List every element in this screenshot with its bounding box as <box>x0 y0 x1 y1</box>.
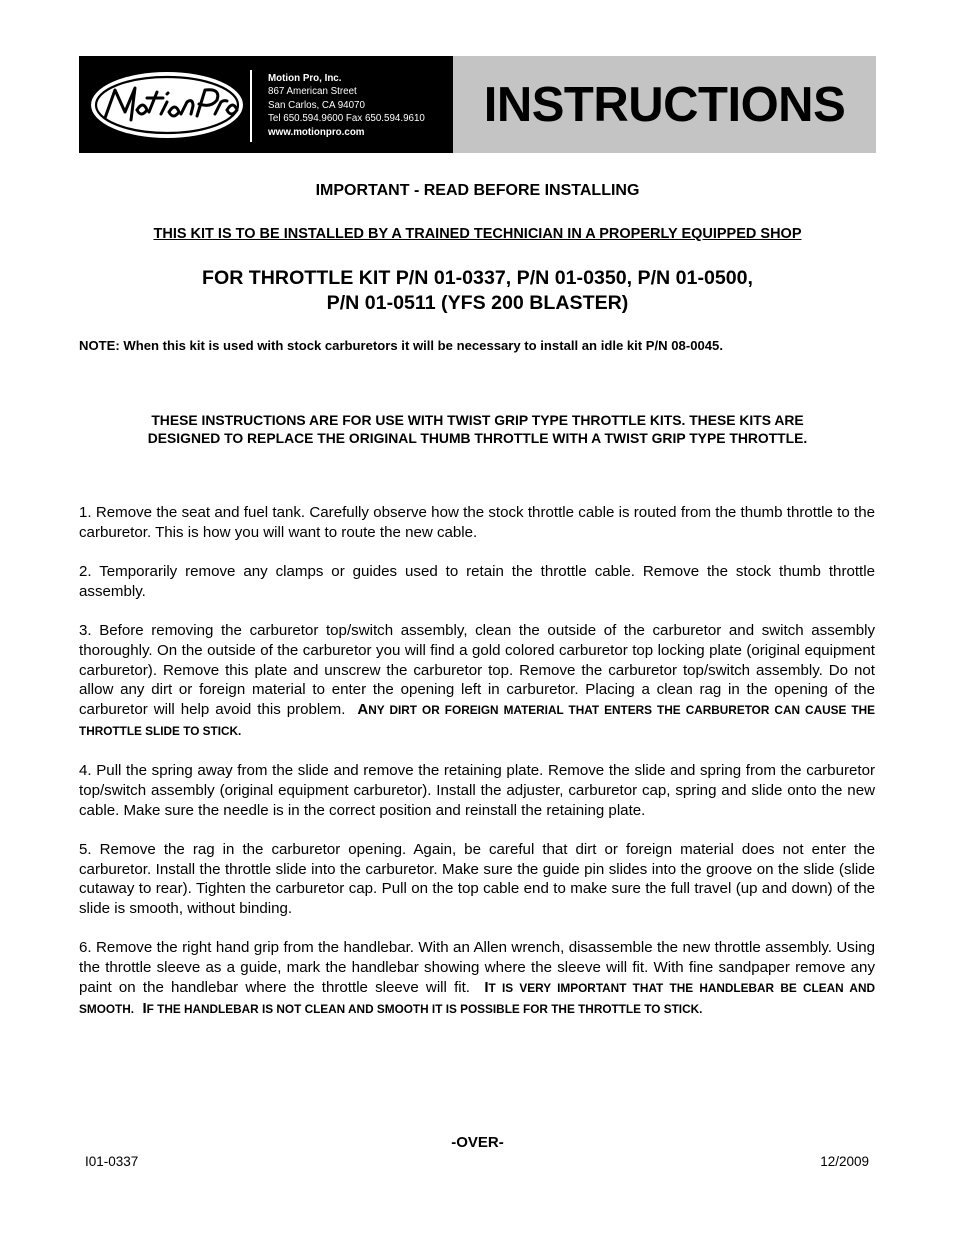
address-line-2: San Carlos, CA 94070 <box>268 99 365 111</box>
banner-title: INSTRUCTIONS <box>483 77 846 132</box>
header-banner <box>79 56 876 153</box>
step-3-text: 3. Before removing the carburetor top/switch assembly, clean the outside of the carburetor and switch assembly thoroughly. On the outside of the carburetor you will find a gold colored carburetor top locking plate (original equipment carburetor). Remove this plate and unscrew the carburetor top. Remove the carburetor top/switch assembly. Do not allow any dirt or foreign material to enter the opening left in carburetor. Placing a clean rag in the opening of the carburetor will help avoid this problem. <box>79 622 875 718</box>
idle-kit-note: NOTE: When this kit is used with stock carburetors it will be necessary to install an idle kit P/N 08-0045. <box>79 338 723 353</box>
twist-grip-notice <box>79 411 876 447</box>
company-name: Motion Pro, Inc. <box>268 73 342 84</box>
document-date: 12/2009 <box>820 1154 869 1169</box>
step-2: 2. Temporarily remove any clamps or guides used to retain the throttle cable. Remove the stock thumb throttle assembly. <box>79 563 875 600</box>
motion-pro-logo <box>87 68 247 142</box>
instruction-steps <box>79 503 875 1039</box>
step-6-warning-1-text: T IS VERY IMPORTANT THAT THE HANDLEBAR BE CLEAN AND SMOOTH. <box>79 980 875 1016</box>
step-5: 5. Remove the rag in the carburetor opening. Again, be careful that dirt or foreign material does not enter the carburetor. Install the throttle slide into the carburetor. Make sure the guide pin slides into the groove on the slide (slide cutaway to rear). Tighten the carburetor cap. Pull on the top cable end to make sure the full travel (up and down) of the slide is smooth, without binding. <box>79 840 875 917</box>
step-3-warning-text: NY DIRT OR FOREIGN MATERIAL THAT ENTERS THE CARBURETOR CAN CAUSE THE THROTTLE SLIDE TO STICK. <box>79 703 875 738</box>
kit-part-numbers-heading <box>79 266 876 316</box>
step-6 <box>79 938 875 1019</box>
step-6-warning-2-text: F THE HANDLEBAR IS NOT CLEAN AND SMOOTH IT IS POSSIBLE FOR THE THROTTLE TO STICK. <box>146 1001 703 1016</box>
website: www.motionpro.com <box>268 126 365 138</box>
step-4: 4. Pull the spring away from the slide and remove the retaining plate. Remove the slide and spring from the carburetor top/switch assembly (original equipment carburetor). Install the adjuster, carburetor cap, spring and slide onto the new cable. Make sure the needle is in the correct position and reinstall the retaining plate. <box>79 762 875 819</box>
twist-grip-line-1: THESE INSTRUCTIONS ARE FOR USE WITH TWIST GRIP TYPE THROTTLE KITS. THESE KITS ARE <box>151 412 804 428</box>
header-logo-panel <box>79 56 453 153</box>
step-6-text: 6. Remove the right hand grip from the handlebar. With an Allen wrench, disassemble the new throttle assembly. Using the throttle sleeve as a guide, mark the handlebar showing where the sleeve will fit. With fine sandpaper remove any paint on the handlebar where the throttle sleeve will fit. <box>79 939 875 996</box>
address-line-1: 867 American Street <box>268 86 357 98</box>
step-6-warning-2-initial: I <box>142 999 147 1017</box>
twist-grip-line-2: DESIGNED TO REPLACE THE ORIGINAL THUMB THROTTLE WITH A TWIST GRIP TYPE THROTTLE. <box>147 430 808 446</box>
important-heading: IMPORTANT - READ BEFORE INSTALLING <box>315 182 640 199</box>
phone-fax: Tel 650.594.9600 Fax 650.594.9610 <box>268 113 425 125</box>
company-info <box>268 72 425 139</box>
banner-title-panel <box>453 56 876 153</box>
over-marker: -OVER- <box>451 1134 504 1151</box>
kit-heading-line-2: P/N 01-0511 (YFS 200 BLASTER) <box>326 292 629 314</box>
trained-technician-notice: THIS KIT IS TO BE INSTALLED BY A TRAINED TECHNICIAN IN A PROPERLY EQUIPPED SHOP <box>153 226 802 242</box>
step-3-warning-initial: A <box>357 701 369 718</box>
step-6-warning-1-initial: I <box>484 978 489 996</box>
header-divider <box>250 70 252 142</box>
step-6-warning-2 <box>142 999 703 1017</box>
step-3 <box>79 621 875 741</box>
step-1: 1. Remove the seat and fuel tank. Carefully observe how the stock throttle cable is routed from the thumb throttle to the carburetor. This is how you will want to route the new cable. <box>79 504 875 541</box>
kit-heading-line-1: FOR THROTTLE KIT P/N 01-0337, P/N 01-0350, P/N 01-0500, <box>202 267 753 289</box>
document-number: I01-0337 <box>85 1154 139 1169</box>
